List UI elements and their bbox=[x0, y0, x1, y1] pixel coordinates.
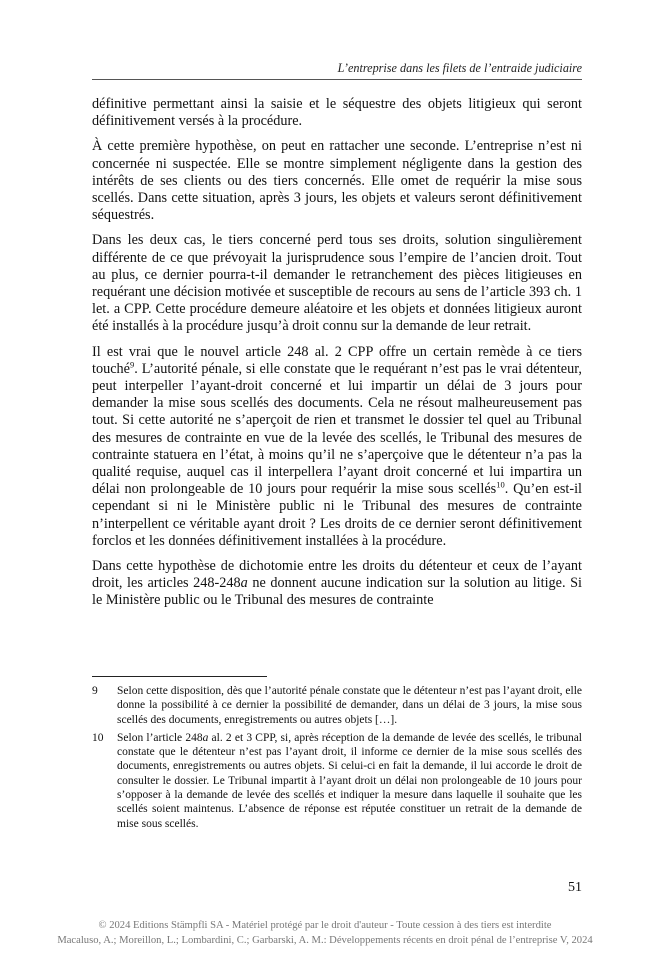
footnote-text-a: Selon l’article 248 bbox=[117, 731, 203, 744]
footnote-text: Selon cette disposition, dès que l’autorité pénale constate que le détenteur n’est pas l’ayant droit, elle donne la possibilité à ce dernier la possibilité de demander, dans un délai de 3 jours, la mise sous scellés des documents, enregistrements ou autres objets […]. bbox=[117, 685, 582, 726]
paragraph-5-italic-letter: a bbox=[240, 575, 248, 592]
paragraph-5-text-a: Dans cette hypothèse de dichotomie entre les droits du détenteur et ceux de l’ayant droit, les articles 248-248 bbox=[92, 558, 582, 592]
body-text bbox=[92, 96, 582, 618]
footnote-italic-letter: a bbox=[202, 731, 209, 744]
paragraph-2: À cette première hypothèse, on peut en rattacher une seconde. L’entreprise n’est ni concernée ni suspectée. Elle se montre simplement négligente dans la gestion des intérêts de ses clients ou des tiers concernés. Elle omet de requérir la mise sous scellés. Dans cette situation, après 3 jours, les objets et valeurs seront définitivement séquestrés. bbox=[92, 138, 582, 224]
paragraph-4-text-c: . Qu’en est-il cependant si ni le Ministère public ni le Tribunal des mesures de contrainte n’interpellent ce véritable ayant droit ? Les droits de ce dernier seront définitivement forclos et les données définitivement installées à la procédure. bbox=[92, 481, 582, 549]
copyright-line-1: © 2024 Editions Stämpfli SA - Matériel protégé par le droit d'auteur - Toute cession à des tiers est interdite bbox=[98, 920, 552, 931]
footnote-ref-10[interactable]: 10 bbox=[496, 479, 505, 490]
paragraph-4-text-b: . L’autorité pénale, si elle constate que le requérant n’est pas le vrai détenteur, peut interpeller l’ayant-droit concerné et lui impartir un délai de 3 jours pour demander la mise sous scellés des documents. Cela ne résout malheureusement pas tout. Si cette autorité ne s’aperçoit de rien et transmet le dossier tel quel au Tribunal des mesures de contrainte en vue de la levée des scellés, le Tribunal des mesures de contrainte statuera en l’état, à moins qu’il ne s’aperçoive que le détenteur n’a pas la qualité requise, auquel cas il interpellera l’ayant droit concerné et lui impartira un délai non prolongeable de 10 jours pour requérir la mise sous scellés bbox=[92, 360, 582, 498]
paragraph-1: définitive permettant ainsi la saisie et le séquestre des objets litigieux qui seront définitivement versés à la procédure. bbox=[92, 96, 582, 130]
paragraph-5 bbox=[92, 558, 582, 610]
paragraph-4 bbox=[92, 344, 582, 550]
footnote-number: 9 bbox=[92, 685, 98, 697]
footnotes bbox=[92, 684, 582, 835]
footnote-10 bbox=[92, 731, 582, 831]
paragraph-4-text-a: Il est vrai que le nouvel article 248 al. 2 CPP offre un certain remède à ce tiers touché bbox=[92, 343, 582, 377]
footnote-ref-9[interactable]: 9 bbox=[129, 359, 135, 370]
footnote-9 bbox=[92, 684, 582, 727]
running-header: L’entreprise dans les filets de l’entraide judiciaire bbox=[92, 61, 582, 80]
footnote-number: 10 bbox=[92, 731, 104, 744]
paragraph-5-text-b: ne donnent aucune indication sur la solution au litige. Si le Ministère public ou le Tribunal des mesures de contrainte bbox=[92, 575, 583, 609]
page-number: 51 bbox=[568, 880, 582, 895]
footnote-text bbox=[117, 731, 582, 831]
paragraph-3: Dans les deux cas, le tiers concerné perd tous ses droits, solution singulièrement différente de ce que prévoyait la jurisprudence sous l’empire de l’ancien droit. Tout au plus, ce dernier pourra-t-il demander le retranchement des pièces litigieuses en requérant une décision motivée et susceptible de recours au sens de l’article 393 ch. 1 let. a CPP. Cette procédure demeure aléatoire et les objets et données litigieux auront été installés à la procédure jusqu’à droit connu sur la demande de leur retrait. bbox=[92, 232, 582, 335]
copyright-line-2: Macaluso, A.; Moreillon, L.; Lombardini, C.; Garbarski, A. M.: Développements récents en droit pénal de l’entreprise V, 2024 bbox=[57, 935, 593, 946]
footnote-separator bbox=[92, 676, 267, 677]
footnote-text-b: al. 2 et 3 CPP, si, après réception de la demande de levée des scellés, le tribunal constate que le détenteur n’est pas l’ayant droit, il informe ce dernier de la mise sous scellés des documents, enregistrements ou autres objets. Si celui-ci en fait la demande, il lui accorde le droit de consulter le dossier. Le Tribunal impartit à l’ayant droit un délai non prolongeable de 10 jours pour s’opposer à la demande de levée des scellés et indiquer la mesure dans laquelle il souhaite que les scellés soient maintenus. L’absence de réponse est réputée constituer un retrait de la demande de mise sous scellés. bbox=[117, 731, 582, 830]
